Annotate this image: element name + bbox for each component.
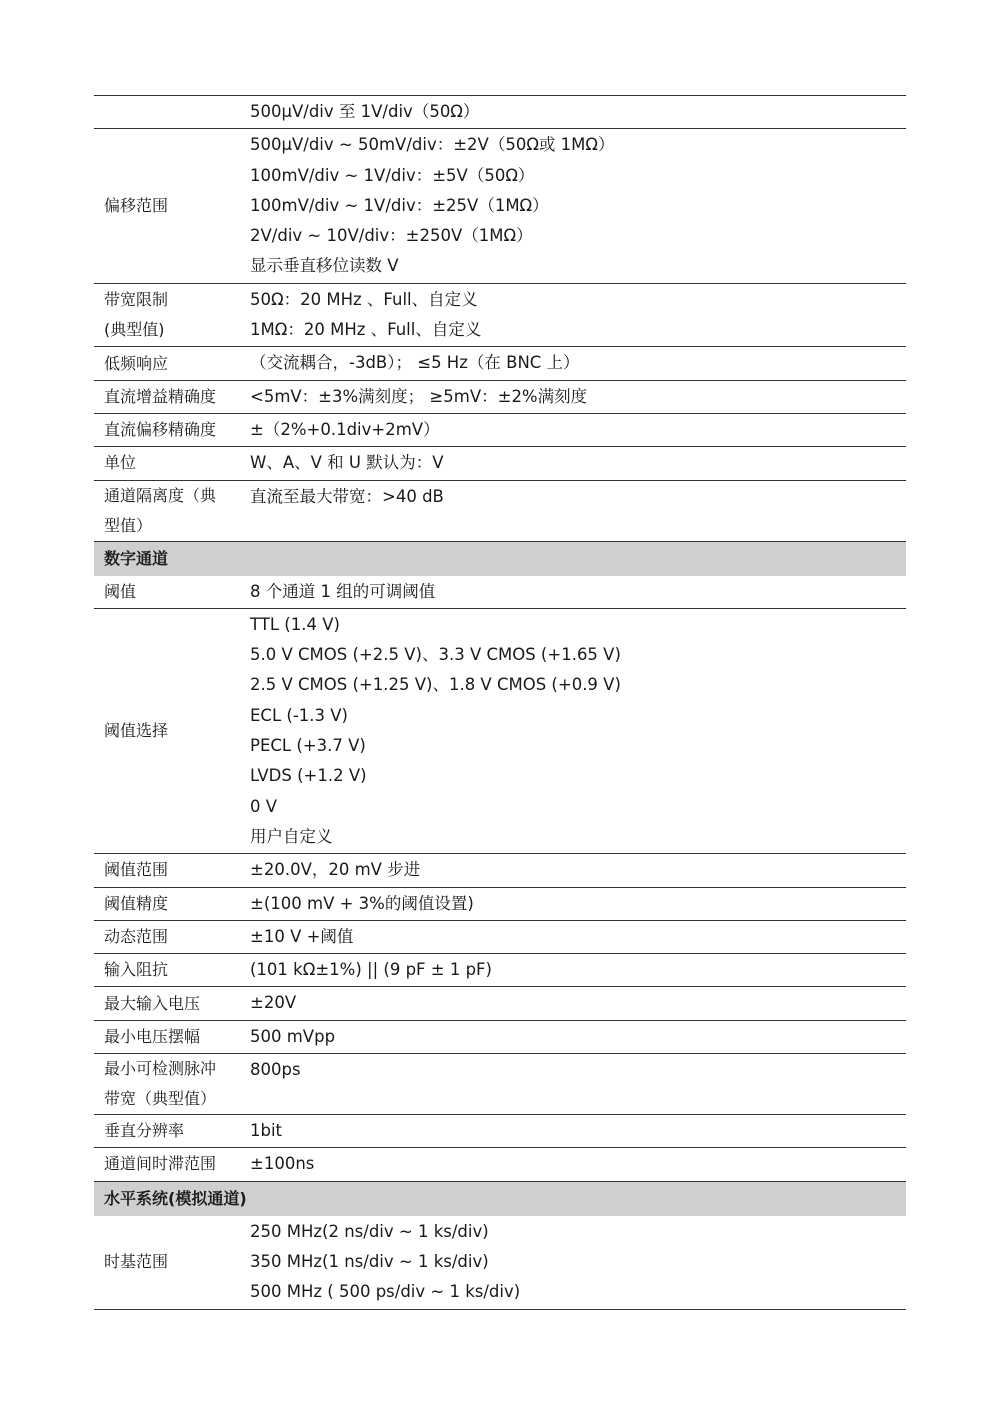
- row-label: [94, 1148, 240, 1180]
- value-line: ±100ns: [250, 1154, 315, 1174]
- row-values: [240, 954, 906, 986]
- row-values: [240, 1148, 906, 1180]
- row-label-text: 阈值: [104, 581, 137, 601]
- row-label: [94, 987, 240, 1019]
- value-line: 250 MHz(2 ns/div ~ 1 ks/div): [250, 1221, 489, 1241]
- value-line: 50Ω：20 MHz 、Full、自定义: [250, 289, 478, 309]
- row-label-text: 阈值选择: [104, 721, 169, 741]
- table-row: [94, 381, 906, 414]
- row-label-text: 动态范围: [104, 926, 169, 946]
- value-line: 500 mVpp: [250, 1026, 336, 1046]
- row-label-text: 通道间时滞范围: [104, 1154, 217, 1174]
- row-values: [240, 447, 906, 479]
- value-line: PECL (+3.7 V): [250, 736, 366, 756]
- value-line: 直流至最大带宽：>40 dB: [250, 486, 444, 506]
- table-row: [94, 1115, 906, 1148]
- table-row: [94, 888, 906, 921]
- table-row: [94, 414, 906, 447]
- row-values: [240, 129, 906, 282]
- row-label-text: 偏移范围: [104, 196, 169, 216]
- row-label-text: 低频响应: [104, 353, 169, 373]
- table-row: [94, 347, 906, 380]
- row-values: [240, 888, 906, 920]
- row-label-text: 最小电压摆幅: [104, 1026, 201, 1046]
- row-values: [240, 481, 906, 541]
- row-values: [240, 1054, 906, 1114]
- row-label: [94, 129, 240, 282]
- table-row: [94, 284, 906, 348]
- row-label: [94, 576, 240, 608]
- table-row: [94, 1021, 906, 1054]
- value-line: 0 V: [250, 796, 278, 816]
- row-label: [94, 1115, 240, 1147]
- value-line: 500 MHz ( 500 ps/div ~ 1 ks/div): [250, 1282, 521, 1302]
- table-row: [94, 954, 906, 987]
- value-line: 500μV/div ~ 50mV/div：±2V（50Ω或 1MΩ）: [250, 135, 615, 155]
- value-line: 500μV/div 至 1V/div（50Ω）: [250, 102, 480, 121]
- value-line: ±（2%+0.1div+2mV）: [250, 419, 440, 439]
- row-label: [94, 1021, 240, 1053]
- table-row: [94, 609, 906, 854]
- value-line: ECL (-1.3 V): [250, 705, 348, 725]
- value-line: 350 MHz(1 ns/div ~ 1 ks/div): [250, 1251, 489, 1271]
- row-values: [240, 96, 906, 128]
- table-row: [94, 987, 906, 1020]
- value-line: 800ps: [250, 1060, 301, 1080]
- row-label: [94, 854, 240, 886]
- row-label: [94, 284, 240, 347]
- row-values: [240, 347, 906, 379]
- table-row: [94, 1148, 906, 1181]
- row-label: [94, 888, 240, 920]
- section-title: 数字通道: [104, 548, 169, 568]
- table-row: [94, 576, 906, 609]
- table-row: [94, 921, 906, 954]
- value-line: （交流耦合，-3dB）； ≤5 Hz（在 BNC 上）: [250, 353, 580, 373]
- value-line: LVDS (+1.2 V): [250, 766, 367, 786]
- row-label-text: 阈值精度: [104, 893, 169, 913]
- value-line: ±10 V +阈值: [250, 926, 354, 946]
- row-label-text: 单位: [104, 453, 137, 473]
- value-line: (101 kΩ±1%) || (9 pF ± 1 pF): [250, 960, 492, 980]
- row-values: [240, 381, 906, 413]
- row-label: [94, 609, 240, 853]
- row-values: [240, 987, 906, 1019]
- row-values: [240, 609, 906, 853]
- row-label: [94, 447, 240, 479]
- value-line: ±20V: [250, 993, 297, 1013]
- table-row: [94, 129, 906, 283]
- row-label-text: 最小可检测脉冲 带宽（典型值）: [104, 1059, 217, 1109]
- value-line: ±(100 mV + 3%的阈值设置): [250, 893, 474, 913]
- value-line: 100mV/div ~ 1V/div：±5V（50Ω）: [250, 165, 535, 185]
- row-values: [240, 1216, 906, 1309]
- row-label-text: 阈值范围: [104, 860, 169, 880]
- value-line: 1bit: [250, 1121, 283, 1141]
- row-label-text: 垂直分辨率: [104, 1121, 185, 1141]
- row-label: [94, 954, 240, 986]
- row-values: [240, 854, 906, 886]
- table-row: [94, 1054, 906, 1115]
- row-label: [94, 96, 240, 128]
- value-line: 100mV/div ~ 1V/div：±25V（1MΩ）: [250, 195, 549, 215]
- value-line: 2V/div ~ 10V/div：±250V（1MΩ）: [250, 226, 533, 246]
- value-line: 1MΩ：20 MHz 、Full、自定义: [250, 320, 482, 340]
- section-header: [94, 1182, 906, 1216]
- row-values: [240, 921, 906, 953]
- row-label-text: 输入阻抗: [104, 960, 169, 980]
- table-row: [94, 96, 906, 129]
- row-label-text: 最大输入电压: [104, 993, 201, 1013]
- value-line: 显示垂直移位读数 V: [250, 256, 399, 276]
- table-row: [94, 1216, 906, 1310]
- row-label: [94, 1054, 240, 1114]
- row-label-text: 通道隔离度（典 型值）: [104, 485, 217, 535]
- value-line: 8 个通道 1 组的可调阈值: [250, 581, 436, 601]
- row-values: [240, 1115, 906, 1147]
- value-line: <5mV：±3%满刻度； ≥5mV：±2%满刻度: [250, 386, 588, 406]
- row-label: [94, 414, 240, 446]
- row-label: [94, 381, 240, 413]
- row-values: [240, 576, 906, 608]
- value-line: W、A、V 和 U 默认为：V: [250, 453, 444, 473]
- row-label: [94, 481, 240, 541]
- row-values: [240, 414, 906, 446]
- row-label-text: 直流增益精确度: [104, 386, 217, 406]
- value-line: TTL (1.4 V): [250, 614, 340, 634]
- section-title: 水平系统(模拟通道): [104, 1188, 247, 1208]
- row-label-text: 直流偏移精确度: [104, 420, 217, 440]
- row-label: [94, 921, 240, 953]
- row-label-text: 带宽限制 (典型值): [104, 290, 169, 340]
- table-row: [94, 854, 906, 887]
- value-line: 用户自定义: [250, 826, 333, 846]
- table-row: [94, 481, 906, 542]
- row-label: [94, 1216, 240, 1309]
- section-header: [94, 542, 906, 576]
- row-label: [94, 347, 240, 379]
- row-values: [240, 1021, 906, 1053]
- table-row: [94, 447, 906, 480]
- row-label-text: 时基范围: [104, 1252, 169, 1272]
- value-line: ±20.0V，20 mV 步进: [250, 860, 421, 880]
- value-line: 2.5 V CMOS (+1.25 V)、1.8 V CMOS (+0.9 V): [250, 675, 621, 695]
- spec-table: [94, 95, 906, 1310]
- value-line: 5.0 V CMOS (+2.5 V)、3.3 V CMOS (+1.65 V): [250, 645, 621, 665]
- row-values: [240, 284, 906, 347]
